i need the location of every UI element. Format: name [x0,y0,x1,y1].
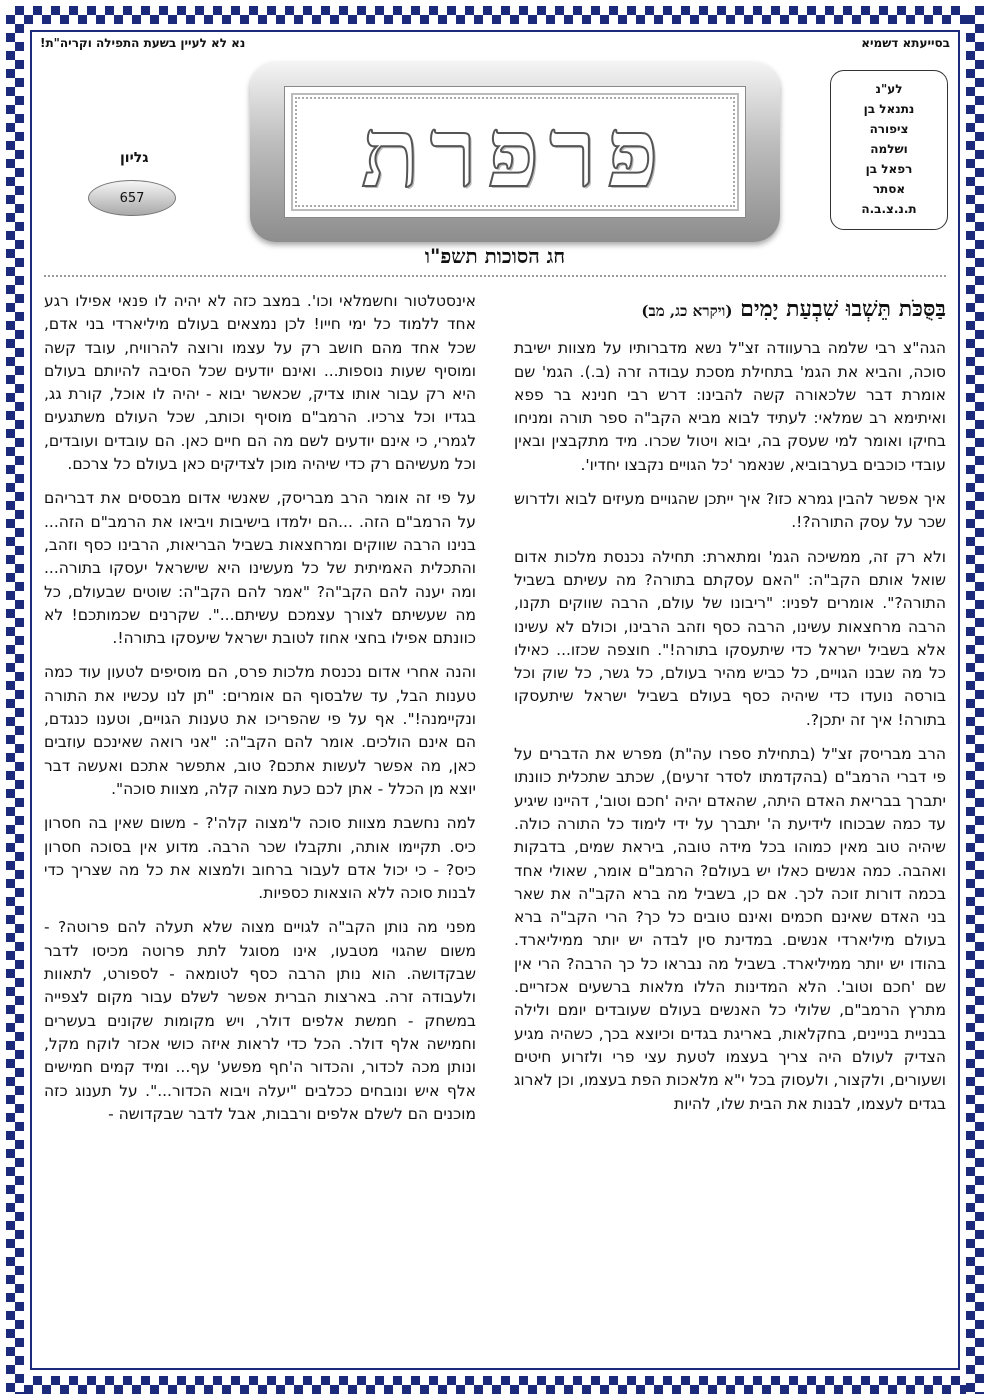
paragraph: ולא רק זה, ממשיכה הגמ' ומתארת: תחילה נכנסת מלכות אדום שואל אותם הקב"ה: "האם עסקתם בתורה? מה עשיתם בשביל התורה?". אומרים לפניו: "ריבונו של עולם, הרבה שווקים תקנו, הרבה מרחצאות עשינו, הרבה כסף וזהב הרבינו, וכולם לא עשינו אלא בשביל ישראל כדי שיתעסקו בתורה!". חוצפה שכזו... כאילו כל מה שבנו הגויים, כל כביש מהיר בעולם, כל גשר, כל שוק וכל בורסה נועדו כדי שיהיה כסף בעולם בשביל ישראל שיתעסקו בתורה! איך זה יתכן?. [514,547,946,729]
memorial-line: ושלמה [870,142,908,156]
memorial-line: לע"נ [875,82,903,96]
issue-number: 657 [119,190,145,206]
memorial-line: אסתר [872,182,906,196]
memorial-line: נתנאל בן [863,102,915,116]
paragraph: הגה"צ רבי שלמה ברעוודה זצ"ל נשא מדברותיו על מצוות ישיבת סוכה, והביא את הגמ' בתחילת מסכת עבודה זרה (ב.). הגמ' שם אומרת דבר שלכאורה קשה להבינו: דרש רבי חנינא בר פפא ואיתימא רב שמלאי: לעתיד לבוא מביא הקב"ה ספר תורה ומניחו בחיקו ואומר למי שעסק בה, יבוא ויטול שכרו. מיד מתקבצין ובאין עובדי כוכבים בערבוביא, שנאמר 'כל הגויים נקבצו יחדיו'. [514,339,946,474]
top-left-caption: נא לא לעיין בשעת התפילה וקריה"ת! [40,36,246,50]
border-bottom [6,1376,984,1394]
top-right-caption: בסייעתא דשמיא [861,36,950,50]
paragraph: למה נחשבת מצוות סוכה ל'מצוה קלה'? - משום שאין בה חסרון כיס. תקיימו אותה, ותקבלו שכר הרבה. מדוע אין בסוכה חסרון כיס? - כי יכול אדם לעבור ברחוב ולמצוא את כל מה שצריך כדי לבנות סוכה ללא הוצאות כספיות. [44,814,476,903]
memorial-box [830,70,948,230]
header-divider [44,275,946,277]
logo-plate [284,86,746,218]
memorial-line: ציפורה [869,122,909,136]
holiday-title: חג הסוכות תשפ"ו [424,244,566,268]
issue-label: גליון [120,150,149,166]
issue-number-badge [88,180,176,216]
border-left [6,6,24,1394]
logo-dotted-frame [295,97,735,207]
memorial-line: רפאל בן [865,162,913,176]
memorial-line: ת.נ.צ.ב.ה [861,202,917,216]
headline-source: (ויקרא כג, מב) [641,302,733,320]
paragraph: על פי זה אומר הרב מבריסק, שאנשי אדום מבססים את דבריהם על הרמב"ם הזה. ...הם ילמדו בישיבות ויביאו את הרמב"ם הזה... בנינו הרבה שווקים ומרחצאות בשביל הבריאות, הרבינו כסף וזהב, והתכלית האמיתית של כל מעשינו היא שישראל יעסקו בתורה... ומה יענה להם הקב"ה? "אמר להם הקב"ה: שוטים שבעולם, כל מה שעשיתם לצורך עצמכם עשיתם...". שקרנים שכמותכם! לא כוונתם אפילו בחצי אחוז לטובת ישראל שיעסקו בתורה!. [44,489,476,648]
border-right [966,6,984,1394]
paragraph: מפני מה נותן הקב"ה לגויים מצוה שלא תעלה להם פרוטה? - משום שהגוי מטבעו, אינו מסוגל לתת פרוטה מכיסו לדבר שבקדושה. הוא נותן הרבה כסף לטומאה - לספורט, לתאוות ולעבודה זרה. בארצות הברית אפשר לשלם עבור מקום לצפייה במשחק - חמשת אלפים דולר, ויש מקומות שקונים בעשרים וחמישה אלף דולר. הכל כדי לראות איזה כושי אכזר לוקח מקל, ונותן מכה לכדור, והכדור ה'חף מפשע' עף... ומיד קמים חמישים אלף איש ונובחים ככלבים "יעלה ויבוא הכדור...". על תענוג כזה מוכנים הם לשלם אלפים ורבבות, אבל לדבר שבקדושה - [44,918,476,1123]
paragraph: והנה אחרי אדום נכנסת מלכות פרס, הם מוסיפים לטעון עוד כמה טענות הבל, עד שלבסוף הם אומרים: "תן לנו עכשיו את התורה ונקיימנה!". אף על פי שהפריכו את טענות הגויים, וטענו כנגדם, הם אינם הולכים. אומר להם הקב"ה: "אני רואה שאינכם עוזבים כאן, מה אפשר לעשות אתכם? טוב, אתפשר אתכם ואעשה דבר יוצא מן הכלל - אתן לכם כעת מצוה קלה, מצוות סוכה". [44,663,476,798]
paragraph: אינסטלטור וחשמלאי וכו'. במצב כזה לא יהיה לו פנאי אפילו רגע אחד ללמוד כל ימי חייו! לכן נמצאים בעולם מיליארדי בני אדם, שכל אחד מהם חושב רק על עצמו ורוצה להרוויח, עובד קשה ומוסיף שעות נוספות... ואינם יודעים שכל הסיבה להיותם בעולם היא רק עבור אותו צדיק, שכאשר יבוא - יהיה לו אוכל, קורת גג, בגדיו וכל צרכיו. הרמב"ם מוסיף וכותב, שכל העולם משתגעים לגמרי, כי אינם יודעים לשם מה הם חיים כאן. הם עובדים ועובדים, וכל מעשיהם רק כדי שיהיה מוכן לצדיקים כאן בעולם כל צרכם. [44,292,476,474]
right-column [514,290,946,1127]
logo-word: פרפרת [361,95,669,209]
masthead-logo [250,62,780,242]
paragraph: איך אפשר להבין גמרא כזו? איך ייתכן שהגויים מעיזים לבוא ולדרוש שכר על עסק התורה?!. [514,490,946,532]
left-column [44,290,476,1137]
paragraph: הרב מבריסק זצ"ל (בתחילת ספרו עה"ת) מפרש את הדברים על פי דברי הרמב"ם (בהקדמתו לסדר זרעים), שכתב שתכלית כוונתו יתברך בבריאת האדם היתה, שהאדם יהיה 'חכם וטוב', דהיינו שיגיע עד כמה שבכוחו לידיעת ה' יתברך על ידי לימוד כל התורה כולה. שיהיה טוב מאין כמוהו בכל מידה טובה, ביראת שמים, בדבקות ואהבה. כמה אנשים כאלו יש בעולם? הרמב"ם אומר, שאולי אחד בכמה דורות זוכה לכך. אם כן, בשביל מה ברא הקב"ה את שאר בני האדם שאינם חכמים ואינם טובים כל כך? הרי הקב"ה ברא בעולם מיליארדי אנשים. במדינת סין לבדה יש יותר ממיליארד. בהודו יש יותר ממיליארד. בשביל מה נבראו כל כך הרבה? הרי אין שם 'חכם וטוב'. הלא המדינות הללו מלאות ברשעים אכזריים. מתרץ הרמב"ם, שלולי כל האנשים בעולם שעובדים יומם ולילה בבניית בניינים, בחקלאות, באריגת בגדים וכיוצא בכך, כשהיה מגיע הצדיק לעולם היה צריך בעצמו לטעת עצי פרי ולזרוע חיטים ושעורים, ולקצור, ולעסוק בכל י"א מלאכות הפת בעצמו, וכן לארוג בגדים לעצמו, לבנות את הבית שלו, להיות [514,745,946,1113]
headline-text: בַּסֻּכֹּת תֵּשְׁבוּ שִׁבְעַת יָמִים [740,296,946,322]
border-top [6,6,984,24]
article-headline [514,298,946,323]
